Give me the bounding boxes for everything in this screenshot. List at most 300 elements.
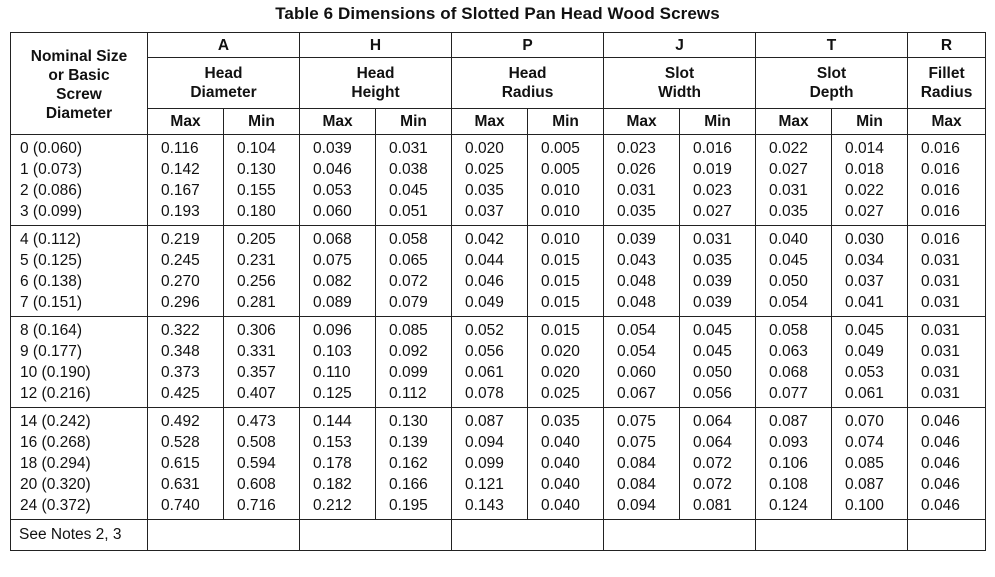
dimension-value: 0.084 xyxy=(617,476,656,493)
value-cell xyxy=(528,317,604,408)
dimension-value: 0.166 xyxy=(389,476,428,493)
dimension-value: 0.139 xyxy=(389,434,428,451)
value-cell xyxy=(300,226,376,317)
dimension-value: 0.357 xyxy=(237,364,276,381)
nominal-size-value: 7 (0.151) xyxy=(20,294,83,311)
dimension-value: 0.050 xyxy=(769,273,808,290)
nominal-size-value: 10 (0.190) xyxy=(20,364,91,381)
dimension-value: 0.144 xyxy=(313,413,352,430)
dimension-value: 0.039 xyxy=(693,273,732,290)
dimension-value: 0.019 xyxy=(693,161,732,178)
dimension-value: 0.022 xyxy=(769,140,808,157)
value-cell xyxy=(528,135,604,226)
dimension-value: 0.038 xyxy=(389,161,428,178)
dimension-value: 0.072 xyxy=(693,455,732,472)
dimension-value: 0.100 xyxy=(845,497,884,514)
dimension-value: 0.112 xyxy=(389,385,427,402)
dimension-value: 0.106 xyxy=(769,455,808,472)
dimension-value: 0.031 xyxy=(921,385,960,402)
dimension-value: 0.064 xyxy=(693,434,732,451)
col-header-max: Max xyxy=(756,109,832,135)
dimension-value: 0.031 xyxy=(617,182,656,199)
dimension-value: 0.143 xyxy=(465,497,504,514)
dimension-value: 0.037 xyxy=(465,203,504,220)
dimension-value: 0.046 xyxy=(921,476,960,493)
value-cell xyxy=(528,226,604,317)
value-cell xyxy=(300,317,376,408)
value-cell xyxy=(680,226,756,317)
nominal-size-value: 4 (0.112) xyxy=(20,231,81,248)
dimension-value: 0.125 xyxy=(313,385,352,402)
value-cell xyxy=(224,135,300,226)
dimension-value: 0.045 xyxy=(845,322,884,339)
header-row-maxmin xyxy=(11,109,986,135)
dimension-value: 0.010 xyxy=(541,231,580,248)
dimension-value: 0.014 xyxy=(845,140,884,157)
dimension-value: 0.075 xyxy=(313,252,352,269)
dimension-value: 0.608 xyxy=(237,476,276,493)
dimension-value: 0.018 xyxy=(845,161,884,178)
dimension-value: 0.061 xyxy=(845,385,884,402)
col-header-min: Min xyxy=(224,109,300,135)
dimension-value: 0.180 xyxy=(237,203,276,220)
dimension-value: 0.193 xyxy=(161,203,200,220)
dimension-value: 0.016 xyxy=(921,140,960,157)
dimension-value: 0.031 xyxy=(389,140,428,157)
value-cell xyxy=(376,317,452,408)
group-name-line: Slot xyxy=(816,65,847,82)
dimension-value: 0.142 xyxy=(161,161,200,178)
dimension-value: 0.015 xyxy=(541,322,580,339)
dimension-value: 0.054 xyxy=(769,294,808,311)
dimension-value: 0.053 xyxy=(313,182,352,199)
dimension-value: 0.058 xyxy=(389,231,428,248)
value-cell xyxy=(452,226,528,317)
value-cell xyxy=(148,226,224,317)
dimension-value: 0.026 xyxy=(617,161,656,178)
dimension-value: 0.060 xyxy=(313,203,352,220)
dimension-value: 0.079 xyxy=(389,294,428,311)
group-name-line: Head xyxy=(204,65,243,82)
value-cell xyxy=(832,135,908,226)
nominal-size-value: 8 (0.164) xyxy=(20,322,83,339)
dimension-value: 0.594 xyxy=(237,455,276,472)
dimension-value: 0.045 xyxy=(693,343,732,360)
group-letter-j: J xyxy=(604,33,756,58)
dimension-value: 0.054 xyxy=(617,343,656,360)
table-footer xyxy=(11,520,986,551)
value-cell xyxy=(680,317,756,408)
dimension-value: 0.195 xyxy=(389,497,428,514)
dimension-value: 0.110 xyxy=(313,364,351,381)
dimension-value: 0.035 xyxy=(693,252,732,269)
dimension-value: 0.044 xyxy=(465,252,504,269)
value-cell xyxy=(148,317,224,408)
dimension-value: 0.099 xyxy=(389,364,428,381)
dimension-value: 0.085 xyxy=(845,455,884,472)
dimension-value: 0.087 xyxy=(769,413,808,430)
dimension-value: 0.016 xyxy=(921,203,960,220)
dimension-value: 0.005 xyxy=(541,140,580,157)
value-cell xyxy=(604,408,680,520)
nominal-size-value: 20 (0.320) xyxy=(20,476,91,493)
dimension-value: 0.089 xyxy=(313,294,352,311)
group-name-line: Radius xyxy=(920,84,973,101)
dimension-value: 0.155 xyxy=(237,182,276,199)
nominal-size-cell xyxy=(11,226,148,317)
dimension-value: 0.015 xyxy=(541,273,580,290)
dimension-value: 0.049 xyxy=(845,343,884,360)
group-name-line: Radius xyxy=(501,84,554,101)
dimension-value: 0.093 xyxy=(769,434,808,451)
nominal-size-value: 6 (0.138) xyxy=(20,273,83,290)
dimension-value: 0.296 xyxy=(161,294,200,311)
dimension-value: 0.270 xyxy=(161,273,200,290)
col-header-max: Max xyxy=(908,109,986,135)
dimension-value: 0.121 xyxy=(465,476,504,493)
dimension-value: 0.061 xyxy=(465,364,504,381)
value-cell xyxy=(224,226,300,317)
dimension-value: 0.015 xyxy=(541,294,580,311)
value-cell xyxy=(224,317,300,408)
dimension-value: 0.040 xyxy=(541,497,580,514)
value-cell xyxy=(452,408,528,520)
dimension-value: 0.104 xyxy=(237,140,276,157)
notes-empty-cell xyxy=(452,520,604,551)
value-cell xyxy=(908,408,986,520)
dimension-value: 0.092 xyxy=(389,343,428,360)
nominal-size-value: 9 (0.177) xyxy=(20,343,83,360)
col-header-max: Max xyxy=(604,109,680,135)
notes-empty-cell xyxy=(300,520,452,551)
dimensions-table-container xyxy=(10,32,985,569)
dimension-value: 0.063 xyxy=(769,343,808,360)
dimension-value: 0.205 xyxy=(237,231,276,248)
dimension-value: 0.049 xyxy=(465,294,504,311)
group-name-head-radius xyxy=(452,58,604,109)
dimension-value: 0.631 xyxy=(161,476,200,493)
dimension-value: 0.067 xyxy=(617,385,656,402)
dimension-value: 0.048 xyxy=(617,273,656,290)
dimension-value: 0.046 xyxy=(921,497,960,514)
dimension-value: 0.027 xyxy=(769,161,808,178)
header-row-letters xyxy=(11,33,986,58)
value-cell xyxy=(832,408,908,520)
dimension-value: 0.162 xyxy=(389,455,428,472)
group-name-slot-width xyxy=(604,58,756,109)
dimension-value: 0.094 xyxy=(465,434,504,451)
col-header-min: Min xyxy=(832,109,908,135)
value-cell xyxy=(376,408,452,520)
value-cell xyxy=(680,135,756,226)
value-cell xyxy=(832,226,908,317)
col-header-max: Max xyxy=(452,109,528,135)
nominal-header-line: or Basic xyxy=(48,67,110,84)
table-row-group xyxy=(11,317,986,408)
group-name-slot-depth xyxy=(756,58,908,109)
group-name-line: Diameter xyxy=(190,84,257,101)
nominal-size-value: 5 (0.125) xyxy=(20,252,83,269)
dimension-value: 0.058 xyxy=(769,322,808,339)
dimension-value: 0.054 xyxy=(617,322,656,339)
value-cell xyxy=(908,317,986,408)
col-header-min: Min xyxy=(376,109,452,135)
nominal-size-value: 1 (0.073) xyxy=(20,161,83,178)
dimension-value: 0.306 xyxy=(237,322,276,339)
value-cell xyxy=(452,317,528,408)
dimension-value: 0.048 xyxy=(617,294,656,311)
value-cell xyxy=(832,317,908,408)
notes-empty-cell xyxy=(148,520,300,551)
dimension-value: 0.025 xyxy=(541,385,580,402)
table-row-group xyxy=(11,408,986,520)
nominal-header-line: Screw xyxy=(56,86,102,103)
dimension-value: 0.124 xyxy=(769,497,808,514)
group-letter-h: H xyxy=(300,33,452,58)
dimension-value: 0.085 xyxy=(389,322,428,339)
dimension-value: 0.116 xyxy=(161,140,199,157)
dimension-value: 0.075 xyxy=(617,413,656,430)
dimension-value: 0.031 xyxy=(921,343,960,360)
dimension-value: 0.016 xyxy=(693,140,732,157)
dimension-value: 0.178 xyxy=(313,455,352,472)
dimension-value: 0.031 xyxy=(921,252,960,269)
dimension-value: 0.040 xyxy=(541,476,580,493)
dimension-value: 0.020 xyxy=(465,140,504,157)
dimension-value: 0.005 xyxy=(541,161,580,178)
dimension-value: 0.010 xyxy=(541,182,580,199)
dimension-value: 0.492 xyxy=(161,413,200,430)
dimension-value: 0.072 xyxy=(693,476,732,493)
dimension-value: 0.023 xyxy=(693,182,732,199)
dimension-value: 0.046 xyxy=(465,273,504,290)
dimension-value: 0.094 xyxy=(617,497,656,514)
dimension-value: 0.051 xyxy=(389,203,428,220)
dimension-value: 0.473 xyxy=(237,413,276,430)
nominal-size-cell xyxy=(11,135,148,226)
dimension-value: 0.050 xyxy=(693,364,732,381)
dimension-value: 0.046 xyxy=(921,455,960,472)
dimension-value: 0.056 xyxy=(693,385,732,402)
value-cell xyxy=(756,408,832,520)
dimension-value: 0.099 xyxy=(465,455,504,472)
dimension-value: 0.035 xyxy=(617,203,656,220)
dimension-value: 0.046 xyxy=(921,434,960,451)
dimension-value: 0.037 xyxy=(845,273,884,290)
group-name-line: Fillet xyxy=(928,65,965,82)
col-header-min: Min xyxy=(680,109,756,135)
dimension-value: 0.034 xyxy=(845,252,884,269)
group-name-line: Slot xyxy=(664,65,695,82)
dimension-value: 0.425 xyxy=(161,385,200,402)
dimension-value: 0.010 xyxy=(541,203,580,220)
dimension-value: 0.031 xyxy=(921,294,960,311)
group-name-head-height xyxy=(300,58,452,109)
value-cell xyxy=(300,408,376,520)
dimension-value: 0.035 xyxy=(465,182,504,199)
value-cell xyxy=(604,317,680,408)
nominal-size-value: 18 (0.294) xyxy=(20,455,91,472)
nominal-size-value: 2 (0.086) xyxy=(20,182,83,199)
value-cell xyxy=(224,408,300,520)
dimension-value: 0.167 xyxy=(161,182,200,199)
dimension-value: 0.231 xyxy=(237,252,276,269)
value-cell xyxy=(908,135,986,226)
nominal-size-cell xyxy=(11,408,148,520)
value-cell xyxy=(528,408,604,520)
dimension-value: 0.070 xyxy=(845,413,884,430)
dimension-value: 0.322 xyxy=(161,322,200,339)
dimension-value: 0.078 xyxy=(465,385,504,402)
notes-cell: See Notes 2, 3 xyxy=(11,520,148,551)
dimension-value: 0.064 xyxy=(693,413,732,430)
dimension-value: 0.087 xyxy=(845,476,884,493)
dimension-value: 0.031 xyxy=(921,322,960,339)
dimension-value: 0.056 xyxy=(465,343,504,360)
dimension-value: 0.508 xyxy=(237,434,276,451)
dimension-value: 0.022 xyxy=(845,182,884,199)
dimension-value: 0.043 xyxy=(617,252,656,269)
dimension-value: 0.348 xyxy=(161,343,200,360)
value-cell xyxy=(148,135,224,226)
dimension-value: 0.052 xyxy=(465,322,504,339)
dimension-value: 0.331 xyxy=(237,343,276,360)
dimension-value: 0.212 xyxy=(313,497,352,514)
dimension-value: 0.407 xyxy=(237,385,276,402)
dimensions-table xyxy=(10,32,986,551)
dimension-value: 0.740 xyxy=(161,497,200,514)
dimension-value: 0.023 xyxy=(617,140,656,157)
dimension-value: 0.035 xyxy=(541,413,580,430)
group-name-line: Width xyxy=(658,84,701,101)
dimension-value: 0.281 xyxy=(237,294,276,311)
nominal-size-cell xyxy=(11,317,148,408)
dimension-value: 0.219 xyxy=(161,231,200,248)
dimension-value: 0.030 xyxy=(845,231,884,248)
dimension-value: 0.020 xyxy=(541,364,580,381)
value-cell xyxy=(300,135,376,226)
header-row-names xyxy=(11,58,986,109)
dimension-value: 0.027 xyxy=(693,203,732,220)
group-letter-a: A xyxy=(148,33,300,58)
col-header-max: Max xyxy=(148,109,224,135)
group-name-line: Head xyxy=(508,65,547,82)
dimension-value: 0.245 xyxy=(161,252,200,269)
value-cell xyxy=(756,135,832,226)
dimension-value: 0.081 xyxy=(693,497,732,514)
dimension-value: 0.020 xyxy=(541,343,580,360)
nominal-size-value: 14 (0.242) xyxy=(20,413,91,430)
nominal-size-value: 3 (0.099) xyxy=(20,203,83,220)
notes-empty-cell xyxy=(756,520,908,551)
dimension-value: 0.256 xyxy=(237,273,276,290)
nominal-header-line: Diameter xyxy=(45,105,113,122)
dimension-value: 0.042 xyxy=(465,231,504,248)
col-header-min: Min xyxy=(528,109,604,135)
dimension-value: 0.016 xyxy=(921,231,960,248)
dimension-value: 0.039 xyxy=(313,140,352,157)
group-name-head-diameter xyxy=(148,58,300,109)
dimension-value: 0.065 xyxy=(389,252,428,269)
dimension-value: 0.615 xyxy=(161,455,200,472)
dimension-value: 0.373 xyxy=(161,364,200,381)
dimension-value: 0.045 xyxy=(693,322,732,339)
dimension-value: 0.040 xyxy=(541,434,580,451)
value-cell xyxy=(756,317,832,408)
dimension-value: 0.075 xyxy=(617,434,656,451)
group-letter-p: P xyxy=(452,33,604,58)
dimension-value: 0.040 xyxy=(541,455,580,472)
dimension-value: 0.096 xyxy=(313,322,352,339)
nominal-size-value: 12 (0.216) xyxy=(20,385,91,402)
dimension-value: 0.103 xyxy=(313,343,352,360)
value-cell xyxy=(452,135,528,226)
dimension-value: 0.046 xyxy=(921,413,960,430)
col-header-max: Max xyxy=(300,109,376,135)
dimension-value: 0.130 xyxy=(237,161,276,178)
dimension-value: 0.082 xyxy=(313,273,352,290)
dimension-value: 0.039 xyxy=(693,294,732,311)
table-body xyxy=(11,135,986,520)
table-row-group xyxy=(11,226,986,317)
dimension-value: 0.016 xyxy=(921,161,960,178)
dimension-value: 0.027 xyxy=(845,203,884,220)
dimension-value: 0.087 xyxy=(465,413,504,430)
dimension-value: 0.072 xyxy=(389,273,428,290)
dimension-value: 0.077 xyxy=(769,385,808,402)
dimension-value: 0.016 xyxy=(921,182,960,199)
dimension-value: 0.528 xyxy=(161,434,200,451)
dimension-value: 0.153 xyxy=(313,434,352,451)
nominal-size-value: 24 (0.372) xyxy=(20,497,91,514)
dimension-value: 0.015 xyxy=(541,252,580,269)
dimension-value: 0.074 xyxy=(845,434,884,451)
value-cell xyxy=(148,408,224,520)
dimension-value: 0.084 xyxy=(617,455,656,472)
group-name-line: Head xyxy=(356,65,395,82)
notes-empty-cell xyxy=(604,520,756,551)
value-cell xyxy=(604,226,680,317)
group-name-fillet-radius xyxy=(908,58,986,109)
nominal-size-value: 16 (0.268) xyxy=(20,434,91,451)
dimension-value: 0.046 xyxy=(313,161,352,178)
nominal-header-line: Nominal Size xyxy=(30,48,128,65)
table-header xyxy=(11,33,986,135)
dimension-value: 0.039 xyxy=(617,231,656,248)
dimension-value: 0.031 xyxy=(769,182,808,199)
nominal-size-header xyxy=(11,33,148,135)
dimension-value: 0.130 xyxy=(389,413,428,430)
notes-empty-cell xyxy=(908,520,986,551)
value-cell xyxy=(908,226,986,317)
dimension-value: 0.068 xyxy=(313,231,352,248)
dimension-value: 0.041 xyxy=(845,294,884,311)
value-cell xyxy=(604,135,680,226)
dimension-value: 0.031 xyxy=(921,364,960,381)
table-title: Table 6 Dimensions of Slotted Pan Head Wood Screws xyxy=(275,4,720,23)
dimension-value: 0.031 xyxy=(693,231,732,248)
group-name-line: Depth xyxy=(809,84,854,101)
dimension-value: 0.031 xyxy=(921,273,960,290)
value-cell xyxy=(756,226,832,317)
value-cell xyxy=(680,408,756,520)
notes-row xyxy=(11,520,986,551)
table-row-group xyxy=(11,135,986,226)
dimension-value: 0.025 xyxy=(465,161,504,178)
value-cell xyxy=(376,135,452,226)
dimension-value: 0.060 xyxy=(617,364,656,381)
value-cell xyxy=(376,226,452,317)
